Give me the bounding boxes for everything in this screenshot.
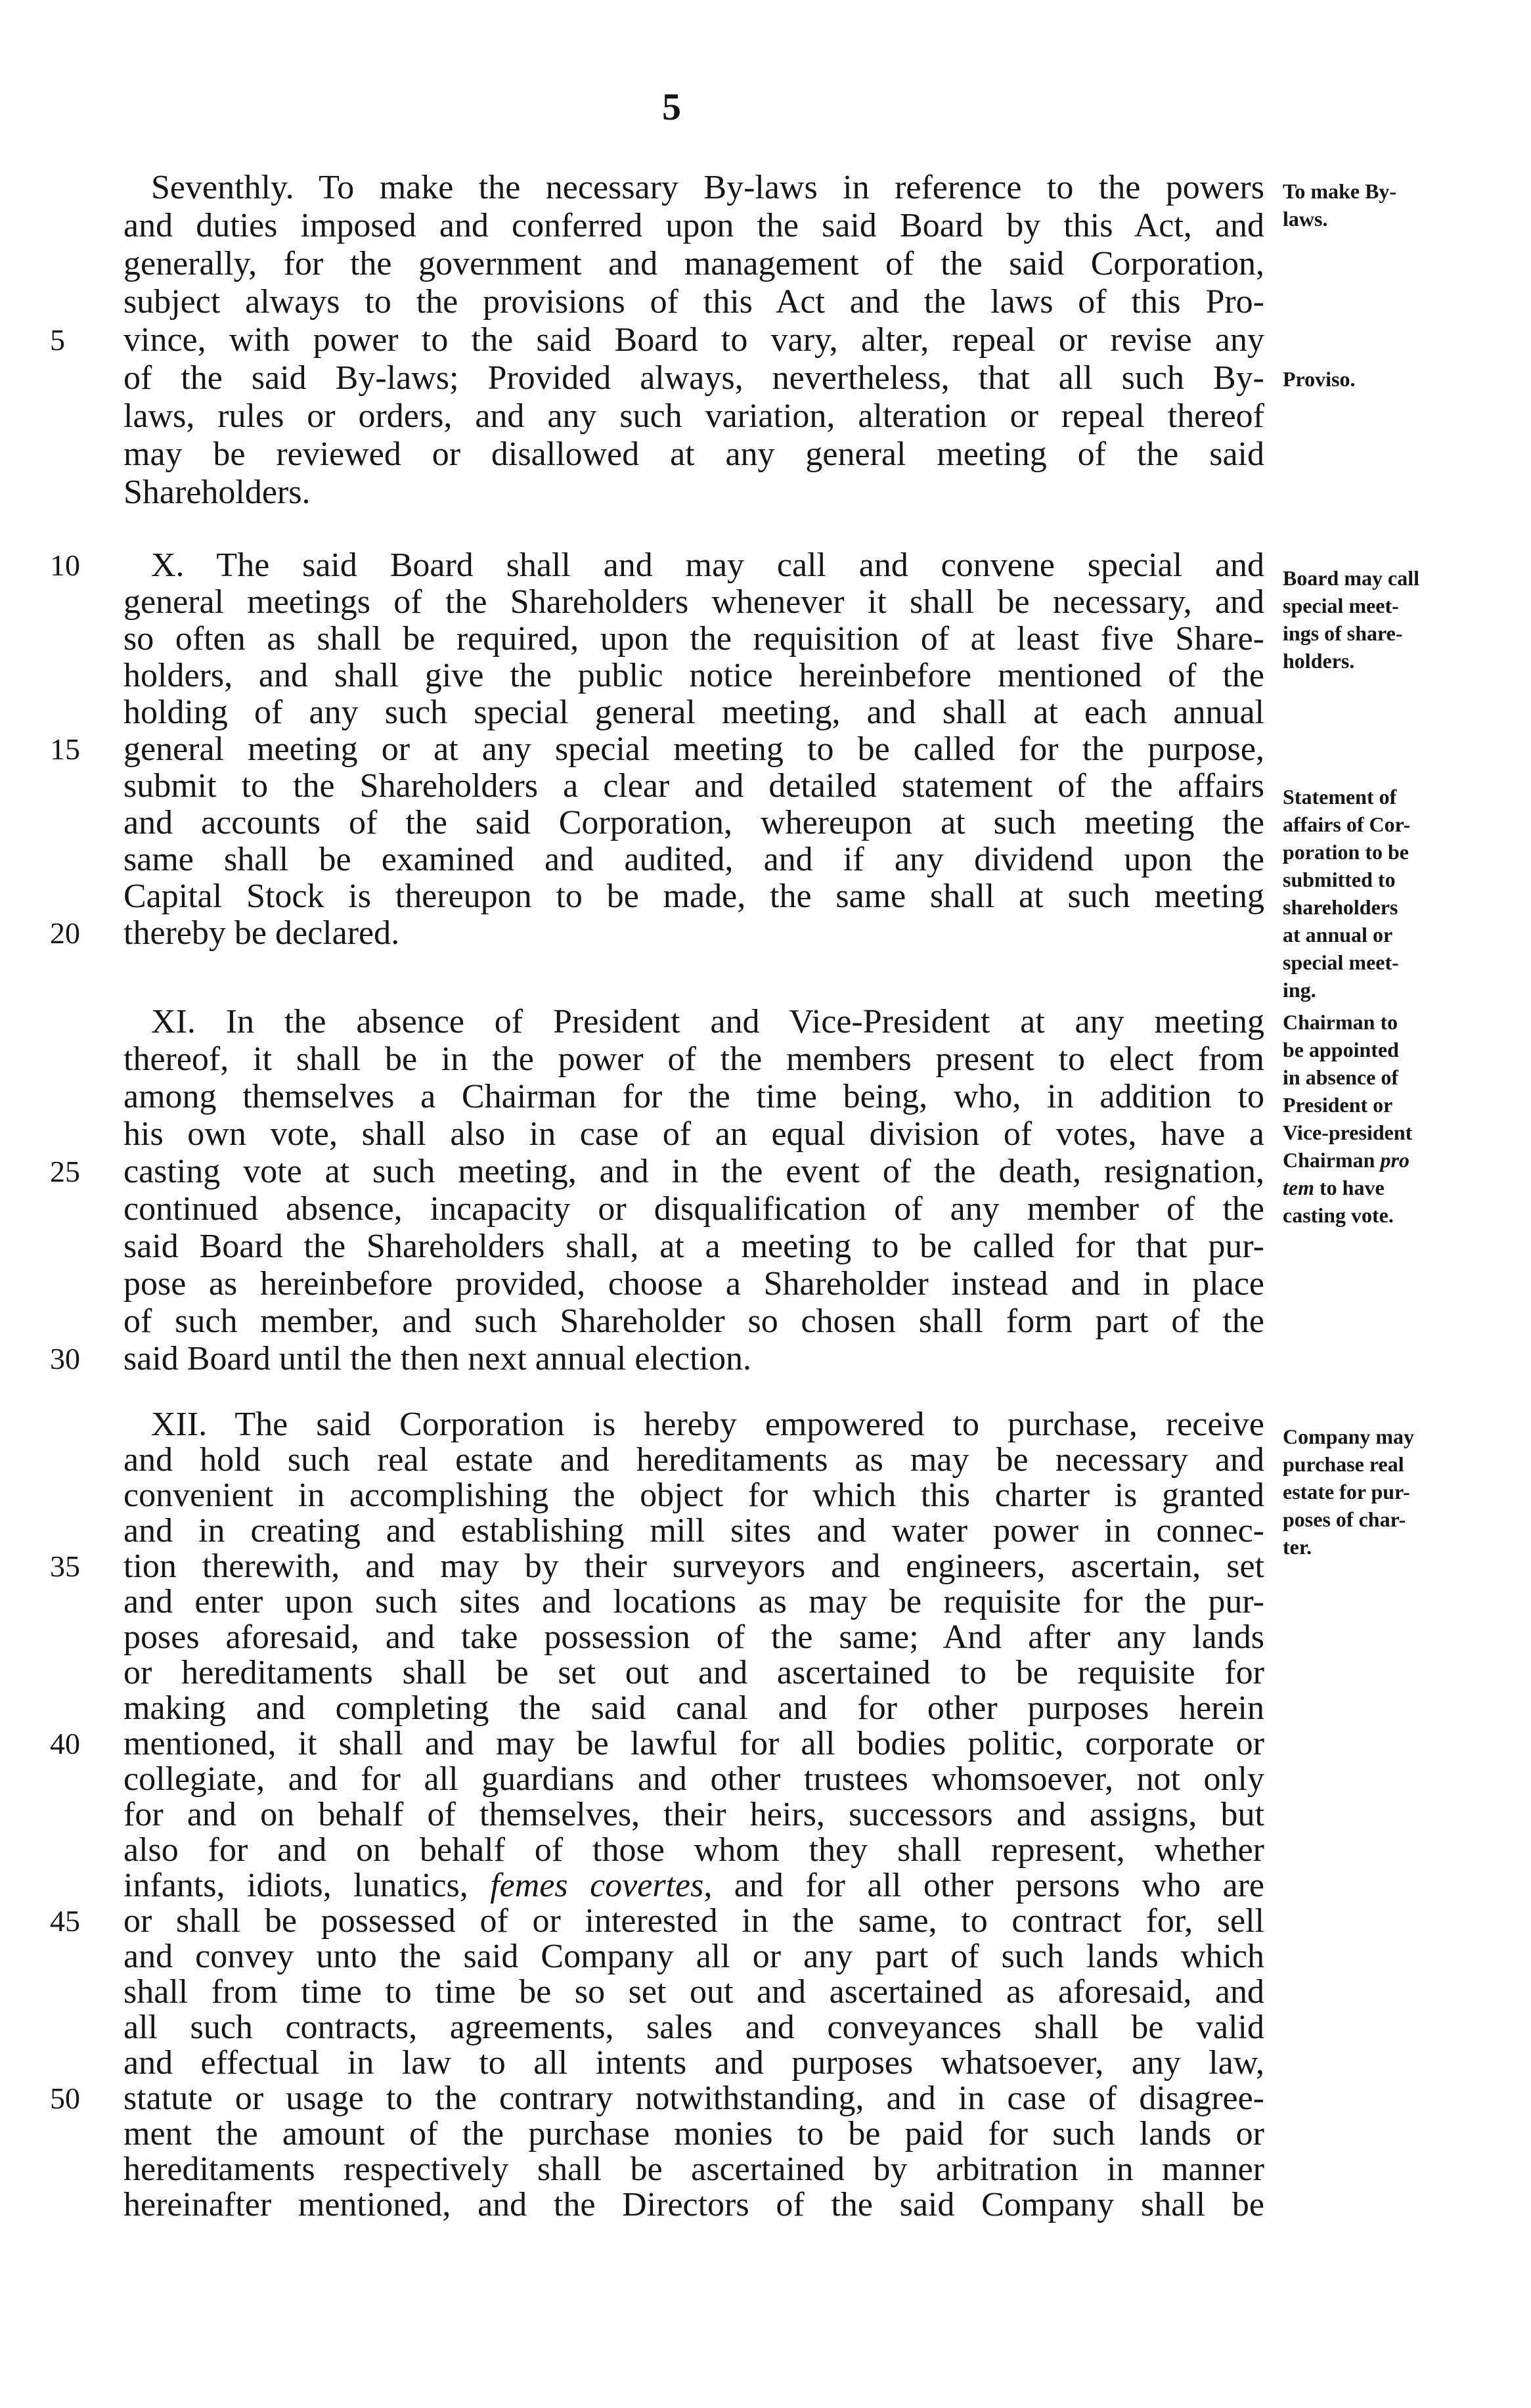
text-run: Board may call: [1283, 566, 1419, 590]
text-run: pose as hereinbefore provided, choose a Shareholder instead and in place: [123, 1265, 1264, 1303]
text-run: holding of any such special general meeting, and shall at each annual: [123, 694, 1264, 731]
text-line: [123, 435, 1264, 474]
text-run: Vice-president: [1283, 1121, 1413, 1144]
text-run: thereof, it shall be in the power of the members present to elect from: [123, 1040, 1264, 1078]
text-line: [123, 841, 1264, 878]
text-run: XI. In the absence of President and Vice-President at any meeting: [151, 1003, 1264, 1040]
text-run: special meet-: [1283, 950, 1399, 974]
margin-note-line: [1283, 1450, 1480, 1478]
text-line: [123, 2010, 1264, 2045]
text-line: [50, 321, 1264, 359]
text-line: [123, 2187, 1264, 2223]
text-run: continued absence, incapacity or disqualification of any member of the: [123, 1190, 1264, 1228]
text-line: [123, 768, 1264, 805]
text-line: [50, 914, 1264, 952]
text-run: vince, with power to the said Board to vary, alter, repeal or revise any: [123, 321, 1264, 359]
margin-note-line: [1283, 783, 1480, 811]
text-line: [123, 1797, 1264, 1833]
margin-note-line: [1283, 893, 1480, 921]
text-run: said Board until the then next annual election.: [123, 1340, 751, 1377]
text-run: said Board the Shareholders shall, at a meeting to be called for that pur-: [123, 1228, 1264, 1265]
text-run: Seventhly. To make the necessary By-laws in reference to the powers: [151, 169, 1264, 206]
text-run: general meetings of the Shareholders whenever it shall be necessary, and: [123, 583, 1264, 621]
text-run: tion therewith, and may by their surveyors and engineers, ascertain, set: [123, 1548, 1264, 1585]
margin-note-line: [1283, 1478, 1480, 1505]
italic-text: pro: [1380, 1148, 1409, 1172]
text-run: so often as shall be required, upon the requisition of at least five Share-: [123, 620, 1264, 658]
text-run: generally, for the government and management of the said Corporation,: [123, 245, 1264, 282]
text-run: Company may: [1283, 1425, 1415, 1448]
text-line: [123, 359, 1264, 397]
text-line: [50, 1725, 1264, 1762]
margin-note-line: [1283, 921, 1480, 948]
text-run: all such contracts, agreements, sales and conveyances shall be valid: [123, 2009, 1264, 2046]
text-run: poses of char-: [1283, 1507, 1406, 1531]
margin-note-line: [1283, 838, 1480, 866]
italic-text: femes covertes: [490, 1867, 704, 1904]
text-line: [123, 1868, 1264, 1904]
margin-note-line: [1283, 1091, 1480, 1119]
text-run: hereditaments respectively shall be ascertained by arbitration in manner: [123, 2151, 1264, 2188]
margin-note-line: [1283, 619, 1480, 647]
text-line: [123, 2116, 1264, 2152]
text-run: casting vote.: [1283, 1203, 1394, 1227]
text-line: [123, 1115, 1264, 1153]
text-run: affairs of Cor-: [1283, 813, 1411, 836]
text-line: [50, 1548, 1264, 1585]
text-line: [123, 1228, 1264, 1265]
section-x: [50, 546, 1264, 952]
text-run: of such member, and such Shareholder so chosen shall form part of the: [123, 1303, 1264, 1340]
margin-note-chairman: [1283, 1008, 1480, 1229]
text-run: holders, and shall give the public notice hereinbefore mentioned of the: [123, 657, 1264, 694]
text-run: hereinafter mentioned, and the Directors of the said Company shall be: [123, 2186, 1264, 2223]
text-run: Chairman: [1283, 1148, 1381, 1172]
margin-note-line: [1283, 205, 1480, 233]
margin-note-line: [1283, 1119, 1480, 1146]
text-run: in absence of: [1283, 1065, 1398, 1089]
margin-note-line: [1283, 1036, 1480, 1063]
text-run: Capital Stock is thereupon to be made, the same shall at such meeting: [123, 878, 1264, 915]
text-line: [123, 1442, 1264, 1478]
margin-note-line: [1283, 365, 1480, 393]
page-number: 5: [662, 85, 681, 128]
text-run: and enter upon such sites and locations as may be requisite for the pur-: [123, 1583, 1264, 1620]
text-line: [50, 1153, 1264, 1190]
text-run: same shall be examined and audited, and if any dividend upon the: [123, 841, 1264, 878]
text-line: [123, 1003, 1264, 1040]
text-line: [123, 1190, 1264, 1228]
text-line: [123, 397, 1264, 435]
text-run: mentioned, it shall and may be lawful for all bodies politic, corporate or: [123, 1725, 1264, 1762]
margin-note-purchase-real-estate: [1283, 1423, 1480, 1561]
text-run: and accounts of the said Corporation, whereupon at such meeting the: [123, 804, 1264, 841]
text-line: [50, 730, 1264, 768]
margin-note-line: [1283, 564, 1480, 592]
text-line: [123, 1078, 1264, 1115]
text-line: [123, 1513, 1264, 1549]
text-run: ter.: [1283, 1535, 1312, 1559]
text-run: or hereditaments shall be set out and ascertained to be requisite for: [123, 1654, 1264, 1691]
margin-note-line: [1283, 647, 1480, 675]
text-run: estate for pur-: [1283, 1480, 1410, 1504]
text-line: [123, 621, 1264, 658]
margin-note-statement-of-affairs: [1283, 783, 1480, 1004]
text-line: [123, 1939, 1264, 1974]
text-line: [123, 1974, 1264, 2010]
margin-note-by-laws: [1283, 177, 1480, 233]
text-run: laws, rules or orders, and any such variation, alteration or repeal thereof: [123, 397, 1264, 435]
text-run: and hold such real estate and hereditaments as may be necessary and: [123, 1441, 1264, 1479]
text-line: [50, 2080, 1264, 2117]
text-line: [123, 2152, 1264, 2187]
text-line: [123, 2045, 1264, 2081]
margin-note-line: [1283, 1533, 1480, 1561]
margin-note-line: [1283, 1423, 1480, 1450]
text-run: special meet-: [1283, 594, 1399, 617]
margin-note-line: [1283, 592, 1480, 619]
text-run: holders.: [1283, 649, 1355, 673]
margin-note-line: [1283, 1146, 1480, 1174]
margin-note-line: [1283, 1201, 1480, 1229]
text-run: , and for all other persons who are: [703, 1867, 1265, 1904]
text-run: also for and on behalf of those whom they shall represent, whether: [123, 1831, 1264, 1869]
text-run: be appointed: [1283, 1038, 1399, 1061]
text-run: ment the amount of the purchase monies to be paid for such lands or: [123, 2115, 1264, 2152]
line-number: 20: [50, 916, 80, 950]
margin-note-line: [1283, 866, 1480, 893]
text-line: [123, 1620, 1264, 1655]
text-line: [123, 694, 1264, 731]
margin-note-proviso: [1283, 365, 1480, 393]
text-run: Proviso.: [1283, 367, 1356, 391]
text-line: [123, 1265, 1264, 1303]
text-run: shareholders: [1283, 895, 1398, 919]
text-run: laws.: [1283, 207, 1328, 231]
line-number: 10: [50, 548, 80, 582]
line-number: 35: [50, 1550, 80, 1583]
line-number: 30: [50, 1342, 80, 1375]
section-xii: [50, 1406, 1265, 2223]
text-line: [123, 1833, 1264, 1868]
text-run: or shall be possessed of or interested in the same, to contract for, sell: [123, 1902, 1264, 1940]
text-line: [123, 283, 1264, 321]
line-number: 45: [50, 1904, 80, 1938]
text-run: his own vote, shall also in case of an equal division of votes, have a: [123, 1115, 1264, 1153]
text-line: [123, 474, 1264, 512]
text-run: statute or usage to the contrary notwithstanding, and in case of disagree-: [123, 2080, 1264, 2117]
text-line: [50, 1340, 1264, 1377]
text-line: [50, 1902, 1264, 1940]
text-run: XII. The said Corporation is hereby empowered to purchase, receive: [151, 1406, 1264, 1443]
text-line: [123, 1655, 1264, 1691]
text-run: convenient in accomplishing the object for which this charter is granted: [123, 1477, 1264, 1514]
text-line: [123, 584, 1264, 621]
margin-note-line: [1283, 1174, 1480, 1201]
text-run: Statement of: [1283, 785, 1397, 809]
text-run: thereby be declared.: [123, 914, 400, 952]
text-run: making and completing the said canal and for other purposes herein: [123, 1689, 1264, 1727]
text-line: [123, 1762, 1264, 1797]
margin-note-line: [1283, 177, 1480, 205]
text-run: collegiate, and for all guardians and other trustees whomsoever, not only: [123, 1760, 1264, 1798]
line-number: 40: [50, 1727, 80, 1760]
text-run: among themselves a Chairman for the time being, who, in addition to: [123, 1078, 1264, 1115]
text-run: purchase real: [1283, 1452, 1404, 1476]
margin-note-line: [1283, 1505, 1480, 1533]
text-run: ings of share-: [1283, 621, 1403, 645]
text-run: at annual or: [1283, 923, 1393, 947]
text-line: [123, 1478, 1264, 1513]
text-run: submit to the Shareholders a clear and detailed statement of the affairs: [123, 767, 1264, 805]
text-run: subject always to the provisions of this Act and the laws of this Pro-: [123, 283, 1264, 321]
text-line: [123, 169, 1264, 207]
margin-note-line: [1283, 976, 1480, 1004]
text-run: President or: [1283, 1093, 1393, 1117]
text-line: [123, 1303, 1264, 1340]
margin-note-special-meetings: [1283, 564, 1480, 675]
text-line: [123, 805, 1264, 841]
text-run: Chairman to: [1283, 1010, 1398, 1034]
text-run: To make By-: [1283, 179, 1397, 203]
margin-note-line: [1283, 1008, 1480, 1036]
section-xi: [50, 1003, 1264, 1377]
margin-note-line: [1283, 948, 1480, 976]
italic-text: tem: [1283, 1176, 1314, 1199]
text-run: and in creating and establishing mill sites and water power in connec-: [123, 1512, 1264, 1550]
text-line: [123, 1407, 1264, 1442]
text-run: general meeting or at any special meeting to be called for the purpose,: [123, 730, 1264, 768]
text-run: infants, idiots, lunatics,: [123, 1867, 491, 1904]
line-number: 5: [50, 323, 65, 357]
line-number: 25: [50, 1155, 80, 1188]
text-line: [50, 546, 1264, 584]
text-run: to have: [1314, 1176, 1385, 1199]
line-number: 15: [50, 732, 80, 766]
text-line: [123, 1584, 1264, 1620]
text-run: Shareholders.: [123, 474, 311, 511]
text-line: [123, 1040, 1264, 1078]
text-line: [123, 658, 1264, 694]
margin-note-line: [1283, 1063, 1480, 1091]
text-run: for and on behalf of themselves, their heirs, successors and assigns, but: [123, 1796, 1264, 1833]
text-run: submitted to: [1283, 868, 1396, 891]
text-run: and effectual in law to all intents and purposes whatsoever, any law,: [123, 2044, 1264, 2082]
text-run: shall from time to time be so set out and ascertained as aforesaid, and: [123, 1973, 1264, 2011]
section-seventhly: [50, 169, 1264, 512]
text-run: and duties imposed and conferred upon the said Board by this Act, and: [123, 207, 1264, 244]
text-line: [123, 1691, 1264, 1726]
text-line: [123, 878, 1264, 915]
margin-note-line: [1283, 811, 1480, 838]
text-run: may be reviewed or disallowed at any general meeting of the said: [123, 435, 1264, 473]
text-run: and convey unto the said Company all or any part of such lands which: [123, 1938, 1264, 1975]
line-number: 50: [50, 2082, 80, 2115]
text-line: [123, 245, 1264, 283]
text-run: poration to be: [1283, 840, 1409, 864]
text-run: casting vote at such meeting, and in the event of the death, resignation,: [123, 1153, 1264, 1190]
text-run: X. The said Board shall and may call and convene special and: [151, 546, 1264, 584]
text-line: [123, 207, 1264, 245]
text-run: poses aforesaid, and take possession of the same; And after any lands: [123, 1618, 1264, 1656]
text-run: of the said By-laws; Provided always, nevertheless, that all such By-: [123, 359, 1264, 397]
text-run: ing.: [1283, 978, 1316, 1002]
